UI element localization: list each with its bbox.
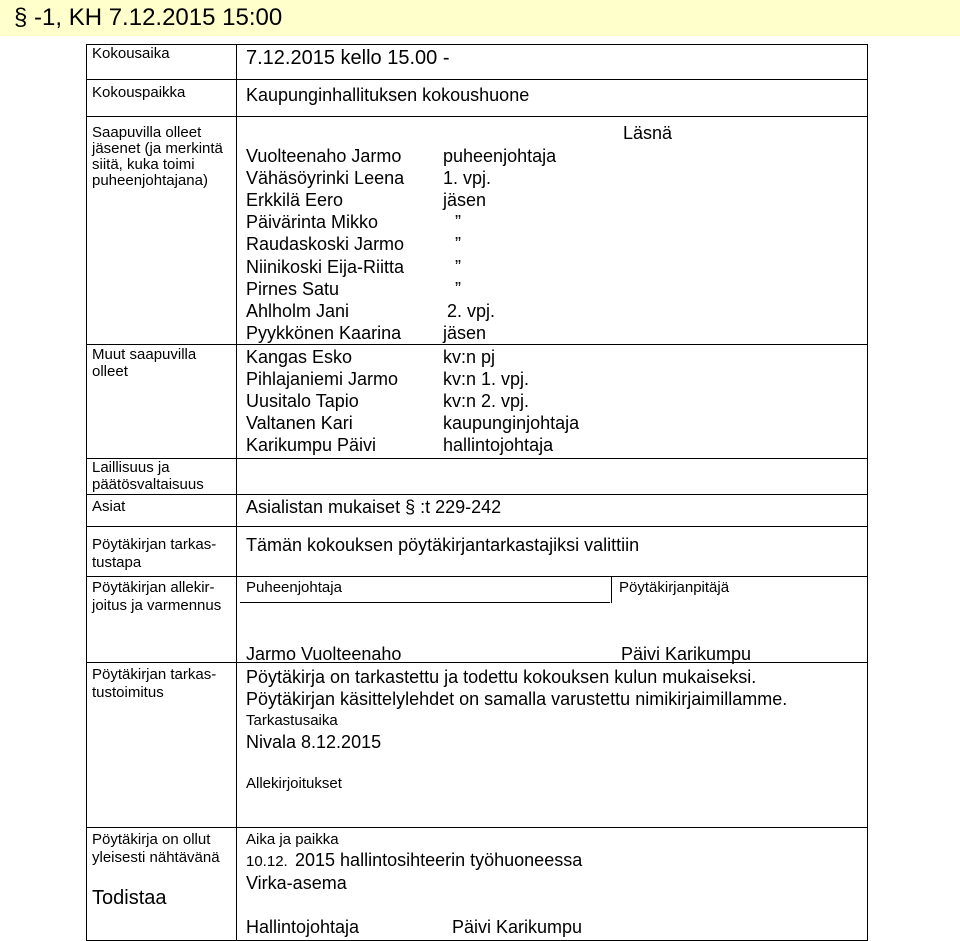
member-role: jäsen: [443, 190, 487, 210]
meeting-place-value: Kaupunginhallituksen kokoushuone: [246, 85, 530, 105]
display-label-line: yleisesti nähtävänä: [92, 849, 220, 866]
inspection-label-line: tustoimitus: [92, 684, 164, 701]
present-label-line: siitä, kuka toimi: [92, 156, 195, 173]
present-column-header: Läsnä: [623, 123, 673, 143]
attendee-role: hallintojohtaja: [443, 435, 554, 455]
rule-chair-underline: [240, 602, 610, 603]
present-label-line: Saapuvilla olleet: [92, 124, 202, 141]
signatures-label: Allekirjoitukset: [246, 775, 342, 792]
rule-time: [86, 79, 868, 80]
meeting-place-label: Kokouspaikka: [92, 84, 186, 101]
rule-label-column: [236, 44, 237, 940]
rule-agenda: [86, 526, 868, 527]
attest-label: Todistaa: [92, 887, 167, 909]
member-role: ”: [455, 257, 461, 277]
section-title: § -1, KH 7.12.2015 15:00: [14, 4, 283, 31]
method-label-line: tustapa: [92, 554, 142, 571]
quorum-label-line: päätösvaltaisuus: [92, 476, 204, 493]
attendee-name: Pihlajaniemi Jarmo: [246, 369, 399, 389]
meeting-time-label: Kokousaika: [92, 45, 170, 62]
others-label-line: Muut saapuvilla: [92, 346, 197, 363]
attendee-name: Karikumpu Päivi: [246, 435, 377, 455]
rule-present: [86, 344, 868, 345]
member-role: jäsen: [443, 323, 487, 343]
member-role: puheenjohtaja: [443, 146, 557, 166]
time-place-label: Aika ja paikka: [246, 831, 339, 848]
display-date-small: 10.12.: [246, 853, 288, 870]
document-header: [0, 0, 960, 36]
chair-name: Jarmo Vuolteenaho: [246, 644, 402, 664]
member-role: ”: [455, 212, 461, 232]
member-role: 2. vpj.: [447, 301, 496, 321]
member-name: Ahlholm Jani: [246, 301, 350, 321]
inspection-label-line: Pöytäkirjan tarkas-: [92, 666, 217, 683]
attendee-name: Valtanen Kari: [246, 413, 353, 433]
attendee-name: Uusitalo Tapio: [246, 391, 359, 411]
member-name: Raudaskoski Jarmo: [246, 234, 405, 254]
attest-signer: Päivi Karikumpu: [452, 917, 583, 937]
method-value: Tämän kokouksen pöytäkirjantarkastajiksi valittiin: [246, 535, 640, 555]
rule-others: [86, 458, 868, 459]
display-label-line: Pöytäkirja on ollut: [92, 831, 211, 848]
attendee-role: kaupunginjohtaja: [443, 413, 580, 433]
rule-quorum: [86, 494, 868, 495]
method-label-line: Pöytäkirjan tarkas-: [92, 536, 217, 553]
attendee-role: kv:n pj: [443, 347, 496, 367]
agenda-label: Asiat: [92, 498, 126, 515]
quorum-label-line: Laillisuus ja: [92, 459, 170, 476]
rule-right-outer: [867, 44, 868, 940]
attendee-name: Kangas Esko: [246, 347, 353, 367]
chair-label: Puheenjohtaja: [246, 579, 342, 596]
rule-secretary-cell: [611, 577, 612, 603]
member-name: Niinikoski Eija-Riitta: [246, 257, 405, 277]
member-name: Vähäsöyrinki Leena: [246, 168, 405, 188]
others-label-line: olleet: [92, 363, 128, 380]
member-name: Päivärinta Mikko: [246, 212, 379, 232]
present-label-line: jäsenet (ja merkintä: [92, 140, 223, 157]
member-role: ”: [455, 279, 461, 299]
display-date-rest: 2015 hallintosihteerin työhuoneessa: [295, 850, 583, 870]
attendee-role: kv:n 1. vpj.: [443, 369, 530, 389]
present-label-line: puheenjohtajana): [92, 172, 208, 189]
position-label: Virka-asema: [246, 873, 347, 893]
rule-left-outer: [86, 44, 87, 940]
member-role: 1. vpj.: [443, 168, 492, 188]
position-value: Hallintojohtaja: [246, 917, 360, 937]
rule-place: [86, 116, 868, 117]
secretary-name: Päivi Karikumpu: [621, 644, 752, 664]
signing-label-line: joitus ja varmennus: [92, 597, 222, 614]
inspection-text: Pöytäkirjan käsittelylehdet on samalla varustettu nimikirjaimillamme.: [246, 689, 788, 709]
inspection-text: Pöytäkirja on tarkastettu ja todettu kokouksen kulun mukaiseksi.: [246, 667, 757, 687]
inspection-time-label: Tarkastusaika: [246, 712, 338, 729]
rule-top: [86, 44, 868, 45]
agenda-value: Asialistan mukaiset § :t 229-242: [246, 497, 502, 517]
attendee-role: kv:n 2. vpj.: [443, 391, 530, 411]
member-name: Vuolteenaho Jarmo: [246, 146, 402, 166]
member-name: Pirnes Satu: [246, 279, 340, 299]
rule-inspection: [86, 827, 868, 828]
signing-label-line: Pöytäkirjan allekir-: [92, 579, 215, 596]
meeting-time-value: 7.12.2015 kello 15.00 -: [246, 47, 450, 69]
secretary-label: Pöytäkirjanpitäjä: [619, 579, 730, 596]
member-name: Erkkilä Eero: [246, 190, 344, 210]
member-role: ”: [455, 234, 461, 254]
inspection-time-value: Nivala 8.12.2015: [246, 732, 382, 752]
member-name: Pyykkönen Kaarina: [246, 323, 402, 343]
rule-method: [86, 576, 868, 577]
